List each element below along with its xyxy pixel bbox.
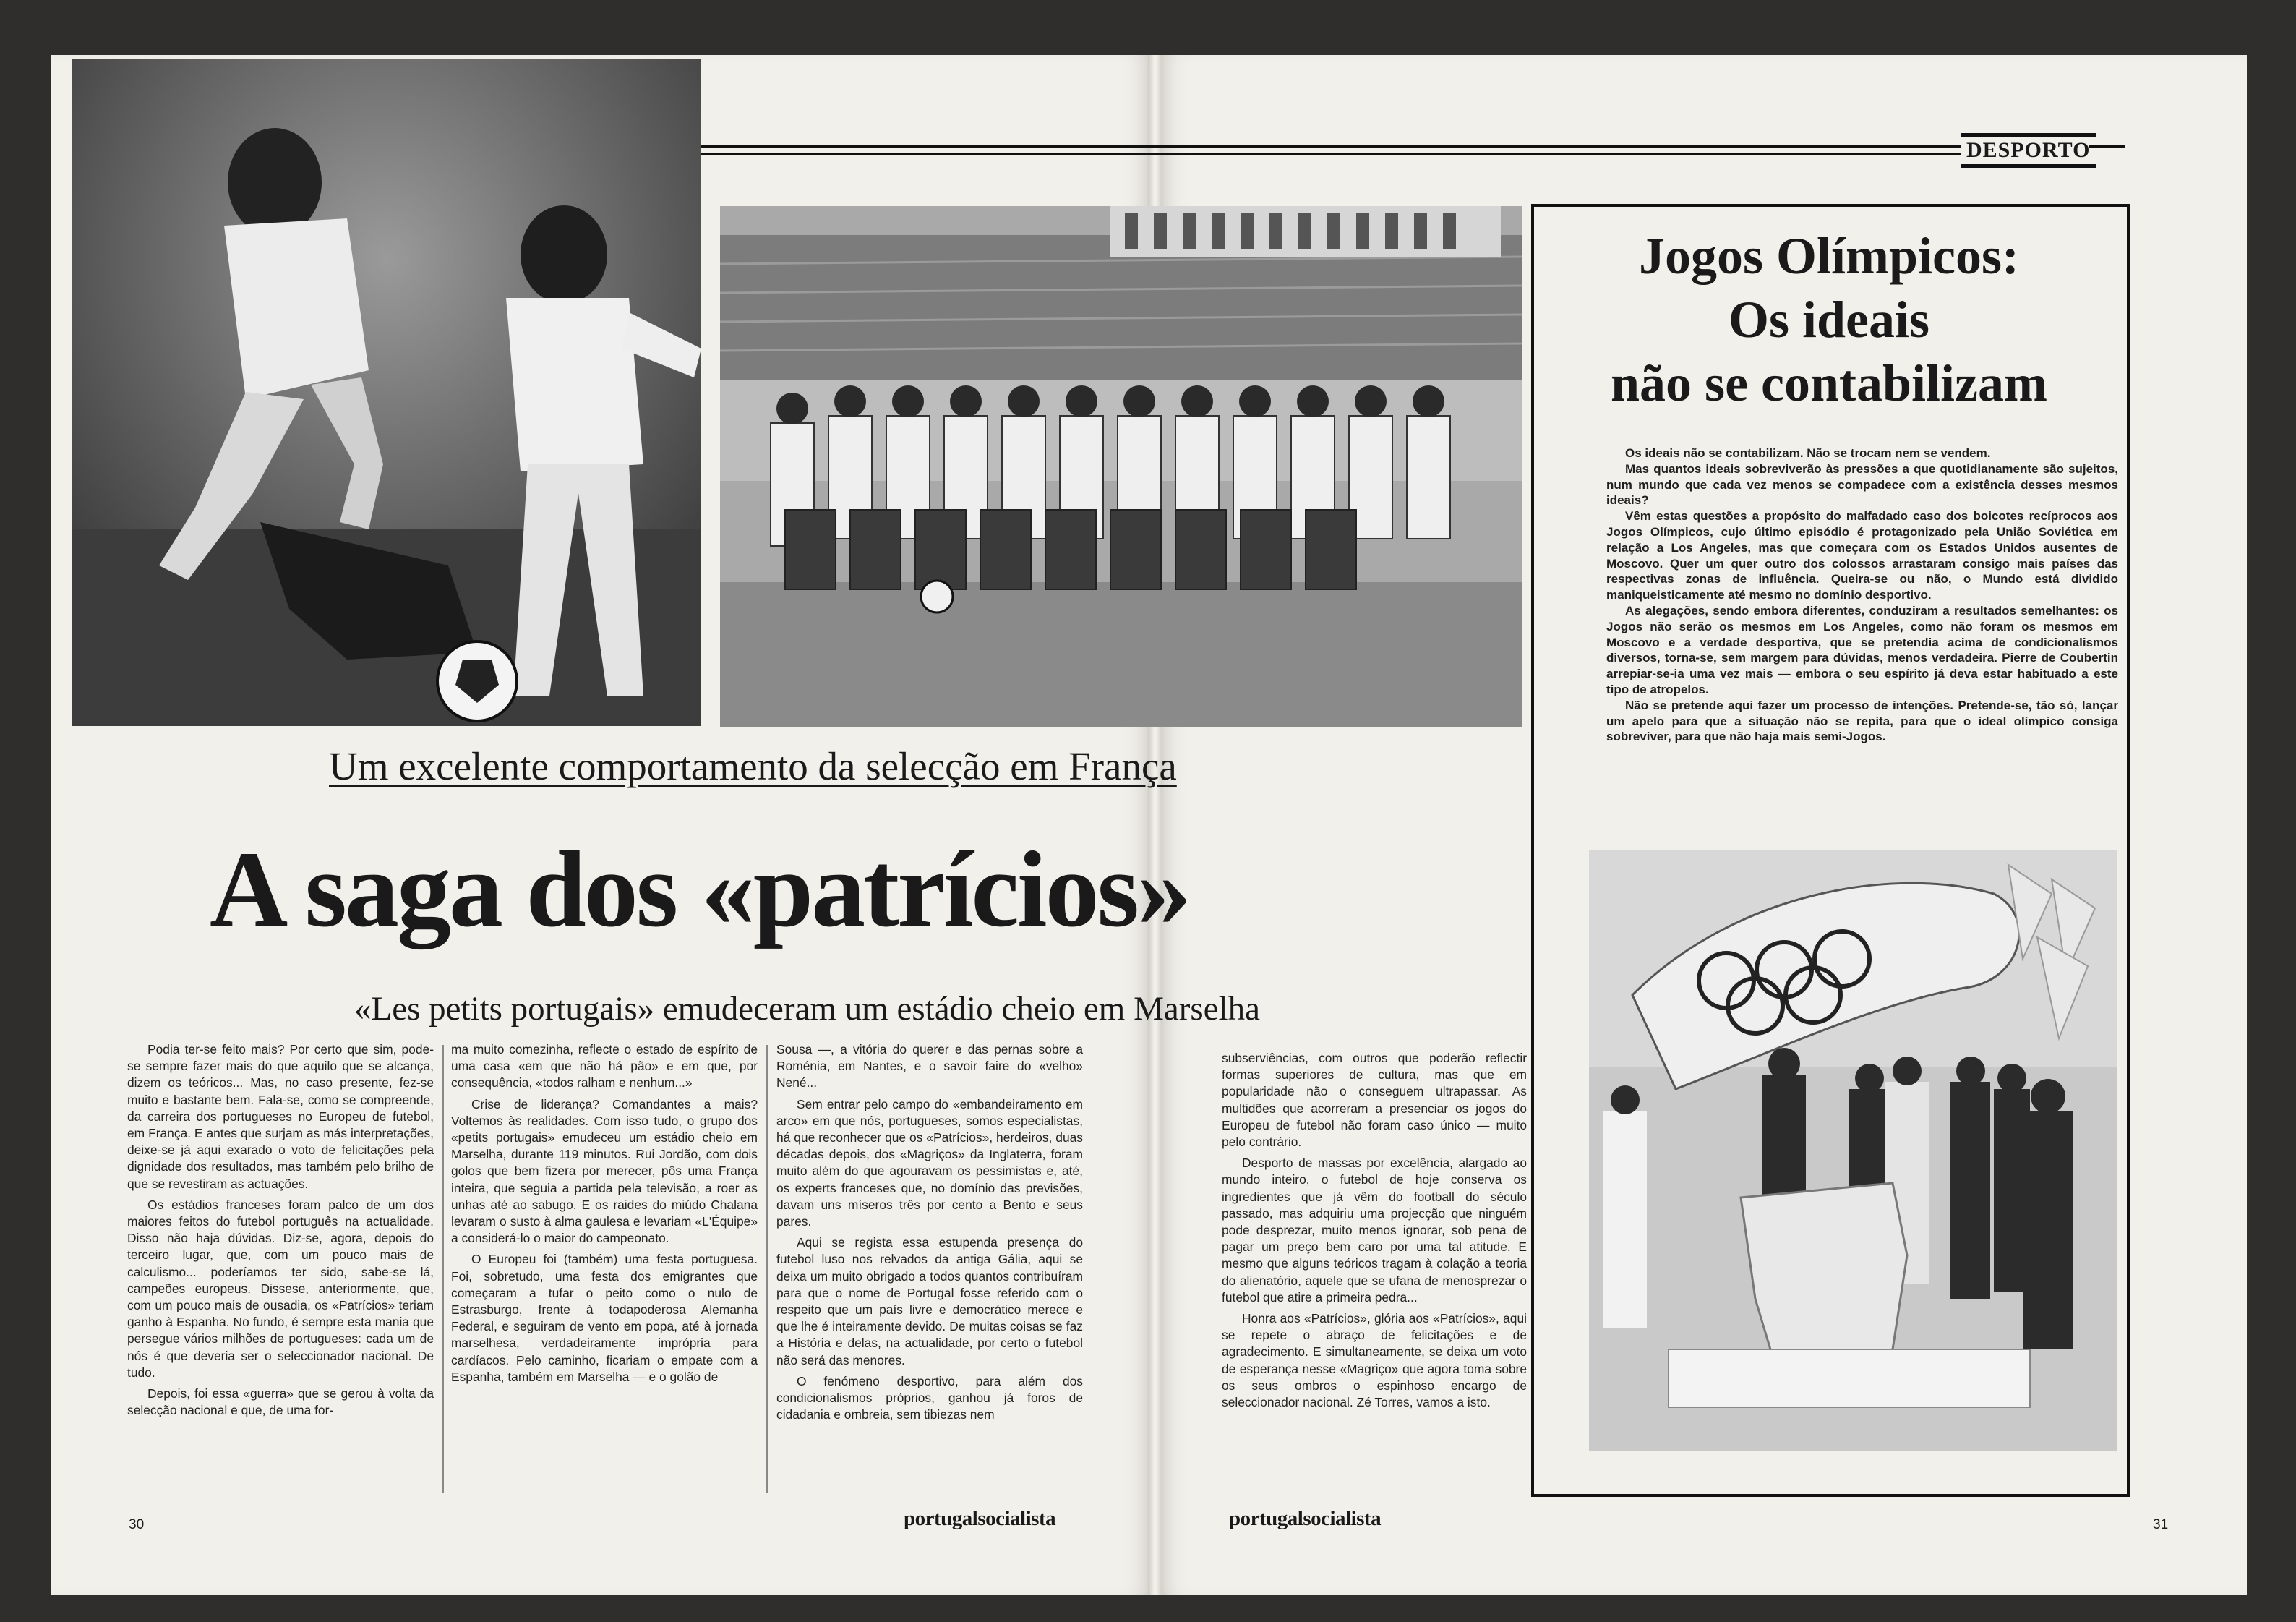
- sidebar-body: [1606, 445, 2118, 745]
- sidebar-title-line: Os ideais: [1728, 291, 1930, 349]
- article-column-1: [127, 1041, 434, 1419]
- sidebar-title: [1540, 224, 2118, 415]
- article-column-2: [451, 1041, 758, 1386]
- sidebar-title-line: não se contabilizam: [1611, 354, 2047, 412]
- sidebar-paragraph: As alegações, sendo embora diferentes, conduziram a resultados semelhantes: os Jogos não serão os mesmos em Los Angeles, como não foram os mesmos em Moscovo e a verdade desportiva, que se pretendia acima de condicionalismos diversos, torna-se, sem margem para dúvidas, menos verdadeira. Pierre de Coubertin arrepiar-se-ia uma vez mais — embora o seu espírito já deva estar habituado a este tipo de atropelos.: [1606, 603, 2118, 696]
- page-number-left: 30: [129, 1517, 145, 1532]
- sidebar-paragraph: Vêm estas questões a propósito do malfadado caso dos boicotes recíprocos aos Jogos Olímpicos, cujo último episódio é protagonizado pela União Soviética em relação a Los Angeles, mas que começara com os Estados Unidos ausentes de Moscovo. Quer um quer outro dos colossos arrastaram consigo mais países das respectivas zonas de influência. Queira-se ou não, o Mundo está dividido maniqueisticamente até mesmo no domínio desportivo.: [1606, 509, 2118, 602]
- photo-team-group: [720, 206, 1522, 727]
- article-paragraph: O Europeu foi (também) uma festa portuguesa. Foi, sobretudo, uma festa dos emigrantes que começaram a tufar o peito como o nulo de Estrasburgo, frente à todapoderosa Alemanha Federal, e seguiram de vento em popa, até à jornada marselhesa, verdadeiramente imprópria para cardíacos. Pelo caminho, ficariam o empate com a Espanha, também em Marselha — e o golão de: [451, 1252, 758, 1384]
- header-rule-right: [2089, 145, 2125, 148]
- section-label-desporto: DESPORTO: [1961, 133, 2096, 168]
- photo-football-action: [72, 59, 701, 726]
- sidebar-paragraph: Não se pretende aqui fazer um processo de intenções. Pretende-se, tão só, lançar um apelo para que a situação não se repita, para que o ideal olímpico consiga sobreviver, para que não haja mais semi-Jogos.: [1606, 698, 2118, 744]
- article-paragraph: Aqui se regista essa estupenda presença do futebol luso nos relvados da antiga Gália, aqui se deixa um muito obrigado a todos quantos contribuíram para que o nome de Portugal fosse referido com o respeito que um país livre e democrático merece e que lhe é inteiramente devido. De muitas coisas se faz a História e delas, na actualidade, por certo o futebol não será das menores.: [776, 1235, 1083, 1367]
- team-group-image: [720, 206, 1522, 727]
- header-rule-top: [701, 145, 2082, 148]
- page-number-right: 31: [2153, 1517, 2169, 1532]
- photo-olympic-flag-ceremony: [1589, 850, 2117, 1451]
- sidebar-paragraph: Os ideais não se contabilizam. Não se trocam nem se vendem.: [1625, 446, 1991, 460]
- article-paragraph: Sousa —, a vitória do querer e das pernas sobre a Roménia, em Nantes, e o savoir faire do «velho» Nené...: [776, 1042, 1083, 1090]
- article-paragraph: Depois, foi essa «guerra» que se gerou à volta da selecção nacional e que, de uma for-: [127, 1386, 434, 1418]
- article-paragraph: O fenómeno desportivo, para além dos condicionalismos próprios, ganhou já foros de cidadania e ombreia, sem tibiezas nem: [776, 1373, 1083, 1422]
- article-column-3: [776, 1041, 1083, 1423]
- article-paragraph: subserviências, com outros que poderão reflectir formas superiores de cultura, mas que em popularidade não o conseguem ultrapassar. As multidões que acorreram a presenciar os jogos do Europeu de futebol não foram caso único — muito pelo contrário.: [1222, 1051, 1527, 1150]
- article-paragraph: Sem entrar pelo campo do «embandeiramento em arco» em que nós, portugueses, somos especialistas, há que reconhecer que os «Patrícios», herdeiros, duas décadas depois, dos «Magriços» da Inglaterra, foram muito além do que agouravam os pessimistas e, até, os experts franceses que, no domínio das previsões, davam uns míseros três por cento a Bento e seus pares.: [776, 1096, 1083, 1229]
- article-kicker: Um excelente comportamento da selecção em França: [329, 744, 1177, 788]
- header-rule-bottom: [701, 153, 2082, 155]
- article-paragraph: Honra aos «Patrícios», glória aos «Patrícios», aqui se repete o abraço de felicitações e de agradecimento. E simultaneamente, se deixa um voto de esperança nesse «Magriço» que agora toma sobre os seus ombros o espinhoso encargo de seleccionador nacional. Zé Torres, vamos a isto.: [1222, 1311, 1527, 1410]
- article-subtitle: «Les petits portugais» emudeceram um estádio cheio em Marselha: [354, 990, 1260, 1028]
- article-paragraph: Os estádios franceses foram palco de um dos maiores feitos do futebol português na actualidade. Disso não haja dúvidas. Diz-se, agora, depois do terceiro lugar, que, com um pouco mais de calculismo... poderíamos ter sido, sabe-se lá, campeões europeus. Dissese, anteriormente, que, com um pouco mais de ousadia, os «Patrícios» teriam ganho à Espanha. No fundo, é sempre esta mania que persegue vários milhões de portugueses: cada um de nós é que deveria ser o seleccionador nacional. De tudo.: [127, 1197, 434, 1380]
- sidebar-paragraph: Mas quantos ideais sobreviverão às pressões a que quotidianamente são sujeitos, num mundo que cada vez menos se compadece com a existência desses mesmos ideais?: [1606, 461, 2118, 508]
- article-paragraph: Crise de liderança? Comandantes a mais? Voltemos às realidades. Com isso tudo, o grupo dos «petits portugais» emudeceu um estádio cheio em Marselha, durante 119 minutos. Rui Jordão, com dois golos que bem fizera por merecer, pôs uma França inteira, que seguia a partida pela televisão, a roer as unhas até ao sabugo. E os raides do miúdo Chalana levaram o susto à alma gaulesa e levariam «L'Équipe» a considerá-lo o maior do campeonato.: [451, 1096, 758, 1246]
- article-paragraph: Desporto de massas por excelência, alargado ao mundo inteiro, o futebol de hoje conserva os ingredientes que já vêm do football do século passado, mas adquiriu uma projecção que ninguém pode desprezar, muito menos ignorar, sob pena de pagar um preço bem caro por uma tal atitude. E mesmo que alguns teóricos tragam à colação a teoria do alienatório, aquele que se ufana de menosprezar o futebol que atire a primeira pedra...: [1222, 1156, 1527, 1305]
- article-column-4: [1222, 1050, 1527, 1411]
- sidebar-title-line: Jogos Olímpicos:: [1638, 227, 2019, 285]
- olympic-ceremony-image: [1589, 850, 2117, 1451]
- column-divider: [766, 1045, 768, 1493]
- article-paragraph: ma muito comezinha, reflecte o estado de espírito de uma casa «em que não há pão» e em que, por consequência, «todos ralham e nenhum...»: [451, 1042, 758, 1090]
- football-action-image: [72, 59, 701, 726]
- article-title: A saga dos «patrícios»: [210, 829, 1189, 949]
- column-divider: [442, 1045, 444, 1493]
- masthead-right: portugalsocialista: [1229, 1507, 1382, 1530]
- article-paragraph: Podia ter-se feito mais? Por certo que sim, pode-se sempre fazer mais do que aquilo que se alcança, dizem os teóricos... Mas, no caso presente, fez-se muito e bastante bem. Fala-se, como se compreende, da carreira dos portugueses no Europeu de futebol, em França. E antes que surjam as más interpretações, deixe-se já aqui exarado o voto de felicitações pela dignidade dos resultados, mas também pelo brilho de que se revestiram as actuações.: [127, 1042, 434, 1191]
- masthead-left: portugalsocialista: [904, 1507, 1056, 1530]
